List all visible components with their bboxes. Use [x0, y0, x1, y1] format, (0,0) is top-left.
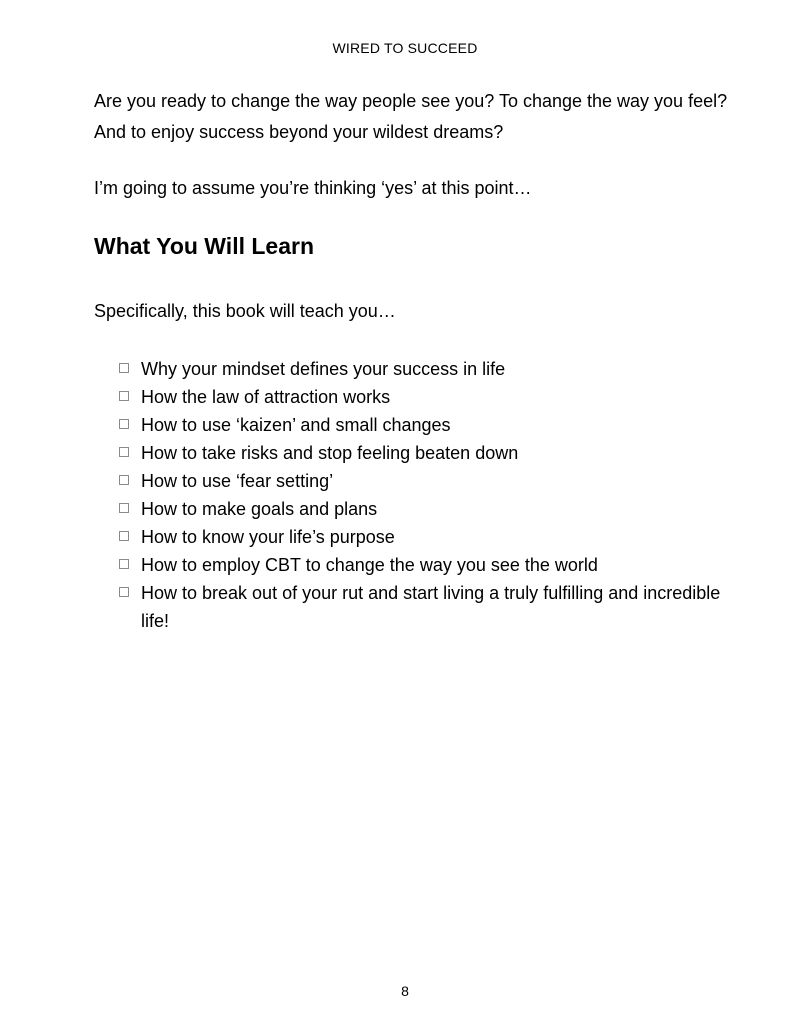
list-item-text: How to know your life’s purpose: [141, 527, 395, 547]
list-item-text: How to break out of your rut and start living a truly fulfilling and incredible life!: [141, 583, 721, 631]
lead-in-paragraph: Specifically, this book will teach you…: [94, 301, 396, 321]
list-item: [94, 551, 734, 579]
running-header: WIRED TO SUCCEED: [332, 40, 478, 56]
list-item-text: How the law of attraction works: [141, 387, 391, 407]
page-number: 8: [401, 983, 409, 999]
list-item: [94, 411, 734, 439]
page-content: [94, 86, 734, 635]
checkbox-bullet-icon: [119, 475, 129, 485]
list-item-text: How to employ CBT to change the way you see the world: [141, 555, 598, 575]
list-item-text: Why your mindset defines your success in life: [141, 359, 506, 379]
list-item-text: How to take risks and stop feeling beaten down: [141, 443, 519, 463]
checkbox-bullet-icon: [119, 559, 129, 569]
list-item: [94, 467, 734, 495]
checkbox-bullet-icon: [119, 587, 129, 597]
list-item-text: How to make goals and plans: [141, 499, 378, 519]
checkbox-bullet-icon: [119, 503, 129, 513]
checkbox-bullet-icon: [119, 531, 129, 541]
list-item: [94, 495, 734, 523]
section-heading: What You Will Learn: [94, 233, 315, 259]
checkbox-bullet-icon: [119, 363, 129, 373]
list-item: [94, 523, 734, 551]
list-item-text: How to use ‘kaizen’ and small changes: [141, 415, 451, 435]
learning-list: [94, 355, 734, 635]
list-item: [94, 579, 734, 635]
checkbox-bullet-icon: [119, 419, 129, 429]
list-item: [94, 383, 734, 411]
list-item-text: How to use ‘fear setting’: [141, 471, 334, 491]
checkbox-bullet-icon: [119, 447, 129, 457]
list-item: [94, 439, 734, 467]
list-item: [94, 355, 734, 383]
checkbox-bullet-icon: [119, 391, 129, 401]
assumption-paragraph: I’m going to assume you’re thinking ‘yes’ at this point…: [94, 178, 532, 198]
intro-paragraph: Are you ready to change the way people see you? To change the way you feel? And to enjoy success beyond your wildest dreams?: [94, 91, 728, 142]
